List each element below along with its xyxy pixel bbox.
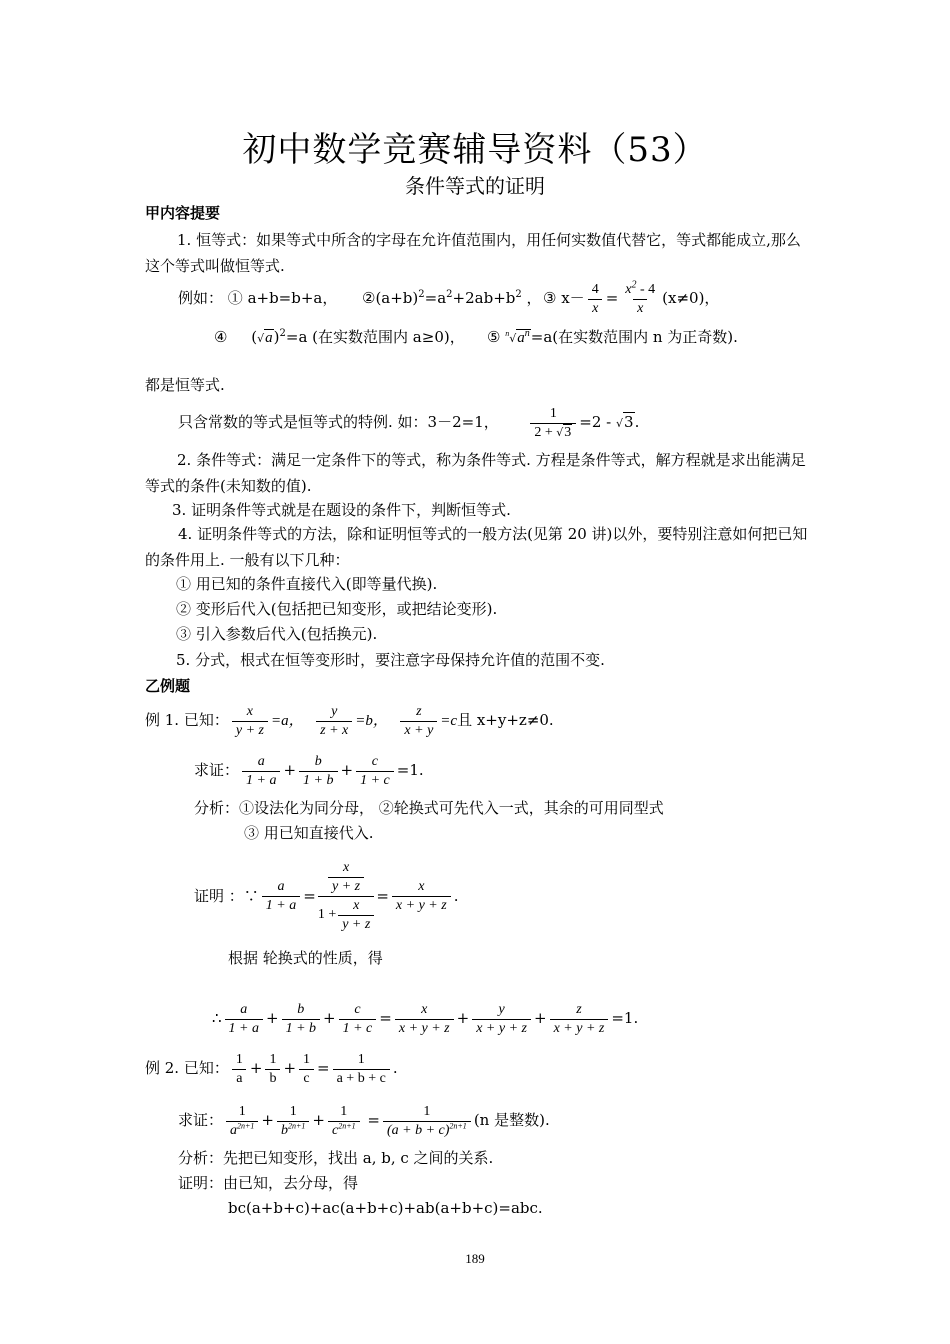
paragraph-point-4: 4. 证明条件等式的方法，除和证明恒等式的一般方法(见第 20 讲)以外，要特别注意如何把已知的条件用上. 一般有以下几种： xyxy=(145,525,808,569)
page-number: 189 xyxy=(465,1251,485,1266)
document-title: 初中数学竞赛辅导资料（53） xyxy=(242,130,708,170)
example-1-proof: 证明 ：∵ $\frac{a}{1 + a}$ = $\frac{x}{y + z}$ 1 + $\frac{x}{y + z}$ = $\frac{x}{x + y + z}$ . xyxy=(194,859,459,932)
method-3: ③ 引入参数后代入(包括换元). xyxy=(176,625,378,643)
constant-identity-line: 只含常数的等式是恒等式的特例. 如：3－2=1， $\frac{1}{2 + √3}$ =2 - √3. xyxy=(178,405,640,440)
example-1-analysis: 分析：①设法化为同分母， ②轮换式可先代入一式，其余的可用同型式 xyxy=(194,799,664,817)
example-3: ③ x－ $\frac{4}{x}$ = $\frac{x^2 - 4}{x}$ (x≠0)， xyxy=(543,278,720,316)
identity-summary: 都是恒等式. xyxy=(145,376,225,394)
example-2-analysis: 分析：先把已知变形，找出 a, b, c 之间的关系. xyxy=(178,1149,494,1167)
example-1-given: 例 1. 已知： $\frac{x}{y + z}$ =a， $\frac{y}{z + x}$ =b， $\frac{z}{x + y}$ =c且 x+y+z≠0. xyxy=(145,703,554,738)
example-1-prove: 求证： $\frac{a}{1 + a}$ + $\frac{b}{1 + b}$ + $\frac{c}{1 + c}$ =1. xyxy=(194,753,424,788)
example-1-analysis-cont: ③ 用已知直接代入. xyxy=(244,824,374,842)
paragraph-point-3: 3. 证明条件等式就是在题设的条件下，判断恒等式. xyxy=(172,501,511,519)
example-2-given: 例 2. 已知： $\frac{1}{a}$ + $\frac{1}{b}$ + $\frac{1}{c}$ = $\frac{1}{a + b + c}$ . xyxy=(145,1051,398,1086)
examples-lead: 例如： xyxy=(178,289,224,307)
paragraph-conditional-equation: 2. 条件等式：满足一定条件下的等式，称为条件等式. 方程是条件等式，解方程就是求出能满足等式的条件(未知数的值). xyxy=(145,451,806,495)
method-2: ② 变形后代入(包括把已知变形，或把结论变形). xyxy=(176,600,498,618)
paragraph-point-5: 5. 分式，根式在恒等变形时，要注意字母保持允许值的范围不变. xyxy=(176,651,605,669)
section-heading-contents: 甲内容提要 xyxy=(145,204,221,222)
example-2: $②(a+b)^2=a^2+2ab+b^2$ ， xyxy=(362,289,542,307)
method-1: ① 用已知的条件直接代入(即等量代换). xyxy=(176,575,438,593)
document-subtitle: 条件等式的证明 xyxy=(405,174,545,198)
section-heading-examples: 乙例题 xyxy=(145,677,191,695)
example-2-prove: 求证： $\frac{1}{a^{2n+1}}$ + $\frac{1}{b^{2n+1}}$ + $\frac{1}{c^{2n+1}}$ = $\frac{1}{(a + b + c)^{2n+1}}$ (n 是整数). xyxy=(178,1103,550,1138)
example-4: ④ $(√a)^2=a$ (在实数范围内 a≥0)， xyxy=(214,328,465,346)
paragraph-identity-definition: 1. 恒等式：如果等式中所含的字母在允许值范围内，用任何实数值代替它，等式都能成立,那么这个等式叫做恒等式. xyxy=(145,231,801,275)
example-2-equation: bc(a+b+c)+ac(a+b+c)+ab(a+b+c)=abc. xyxy=(228,1199,543,1217)
example-2-proof: 证明：由已知，去分母，得 xyxy=(178,1174,359,1192)
example-1-basis: 根据 轮换式的性质，得 xyxy=(228,949,383,967)
example-1-conclusion: ∴ $\frac{a}{1 + a}$ + $\frac{b}{1 + b}$ + $\frac{c}{1 + c}$ = $\frac{x}{x + y + z}$ + $\frac{y}{x + y + z}$ + $\frac{z}{x + y + z}$ =1. xyxy=(212,1001,639,1036)
identity-examples-line1 xyxy=(178,288,337,308)
example-5: ⑤ $^n√a^n=a$(在实数范围内 n 为正奇数). xyxy=(487,328,738,346)
example-1: ① a+b=b+a， xyxy=(227,289,338,307)
